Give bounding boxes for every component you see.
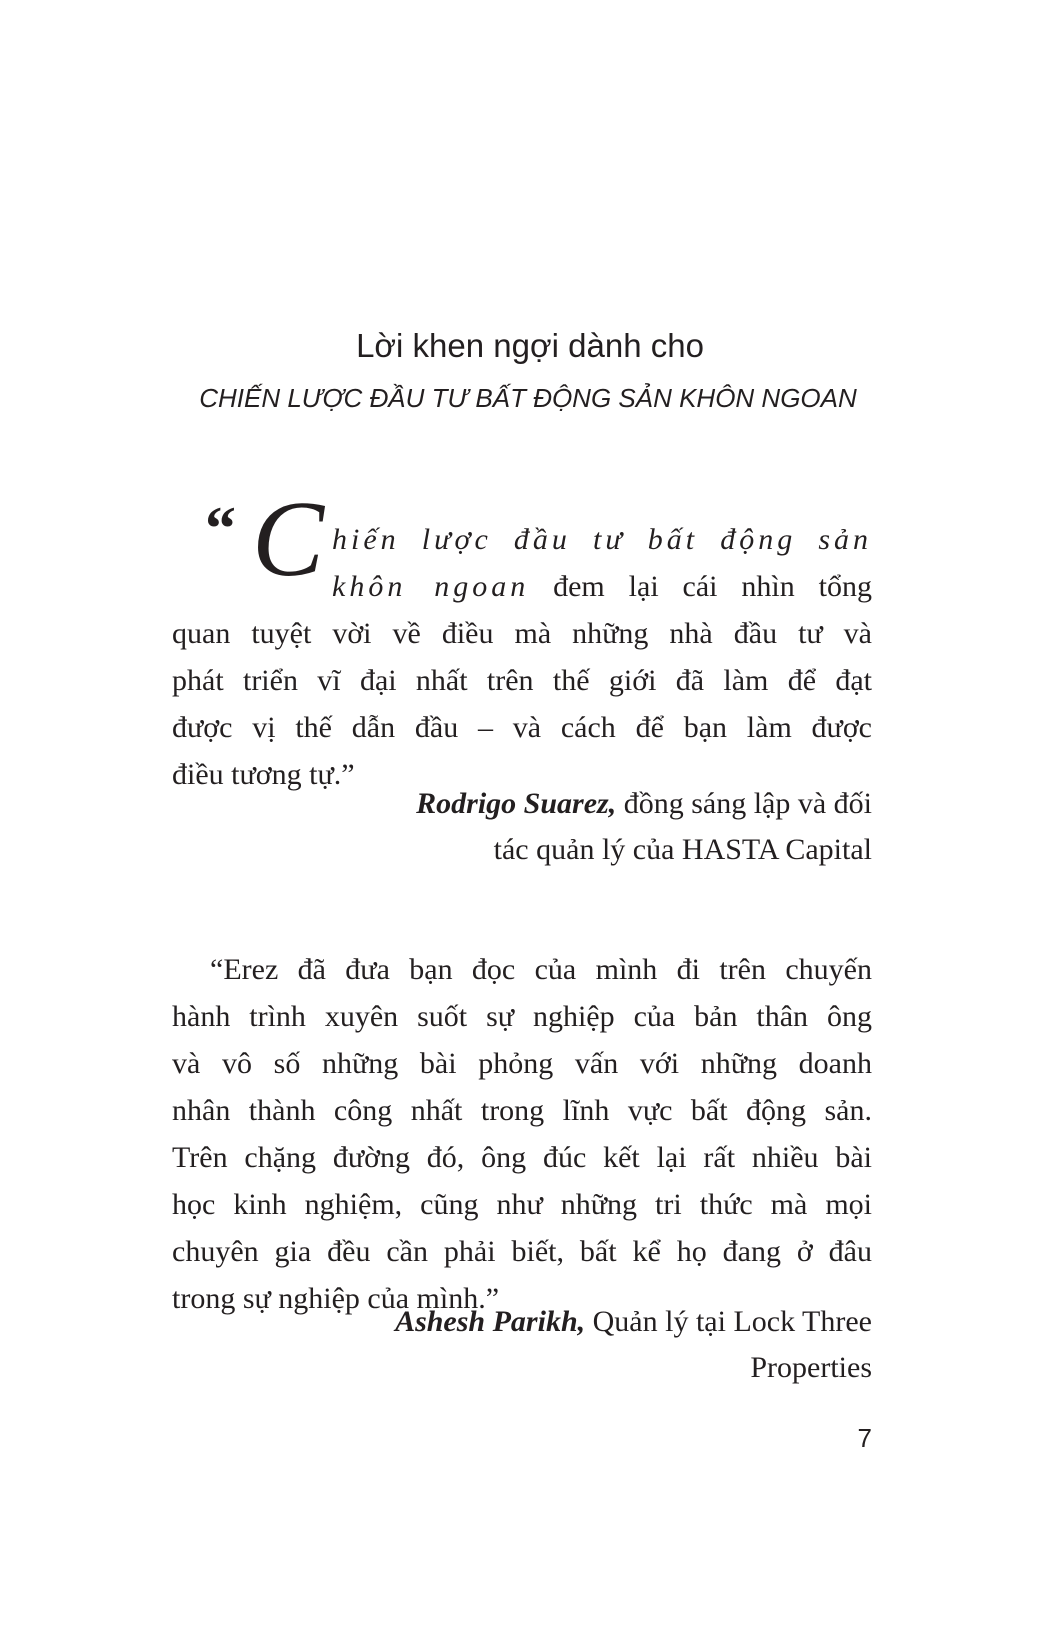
testimonial-2-line-8: trong sự nghiệp của mình.” [172, 1282, 500, 1315]
testimonial-2-line-1: “Erez đã đưa bạn đọc của mình đi trên chuyến [210, 953, 872, 986]
open-quote-mark: “ [205, 495, 236, 563]
testimonial-1-line-5: được vị thế dẫn đầu – và cách để bạn làm được [172, 711, 872, 744]
testimonial-1 [172, 516, 872, 798]
author-role: Quản lý tại Lock Three [585, 1305, 872, 1338]
praise-heading: Lời khen ngợi dành cho [356, 327, 704, 364]
author-role-continued: Properties [750, 1351, 872, 1384]
testimonial-2-line-7: chuyên gia đều cần phải biết, bất kể họ đang ở đâu [172, 1235, 872, 1268]
testimonial-2-line-6: học kinh nghiệm, cũng như những tri thức mà mọi [172, 1188, 872, 1221]
author-role-continued: tác quản lý của HASTA Capital [493, 833, 872, 866]
testimonial-2-attribution [332, 1299, 872, 1391]
testimonial-2-line-5: Trên chặng đường đó, ông đúc kết lại rất nhiều bài [172, 1141, 872, 1174]
testimonial-1-attribution [332, 781, 872, 873]
author-role: đồng sáng lập và đối [616, 787, 872, 820]
testimonial-2-line-3: và vô số những bài phỏng vấn với những doanh [172, 1047, 872, 1080]
author-name: Ashesh Parikh, [395, 1305, 586, 1338]
testimonial-1-line-6: điều tương tự.” [172, 758, 355, 791]
author-name: Rodrigo Suarez, [416, 787, 617, 820]
book-title-inline: khôn ngoan [332, 570, 530, 603]
testimonial-2-line-2: hành trình xuyên suốt sự nghiệp của bản thân ông [172, 1000, 872, 1033]
testimonial-2 [172, 946, 872, 1322]
testimonial-2-line-4: nhân thành công nhất trong lĩnh vực bất động sản. [172, 1094, 872, 1127]
page-number: 7 [857, 1423, 872, 1453]
testimonial-1-line-1: hiến lược đầu tư bất động sản [332, 523, 872, 556]
testimonial-1-line-2: khôn ngoan đem lại cái nhìn tổng [332, 570, 872, 603]
book-title: CHIẾN LƯỢC ĐẦU TƯ BẤT ĐỘNG SẢN KHÔN NGOAN [199, 383, 857, 413]
testimonial-1-line-3: quan tuyệt vời về điều mà những nhà đầu tư và [172, 617, 872, 650]
drop-cap-letter: C [252, 480, 325, 599]
testimonial-1-line-4: phát triển vĩ đại nhất trên thế giới đã làm để đạt [172, 664, 872, 697]
